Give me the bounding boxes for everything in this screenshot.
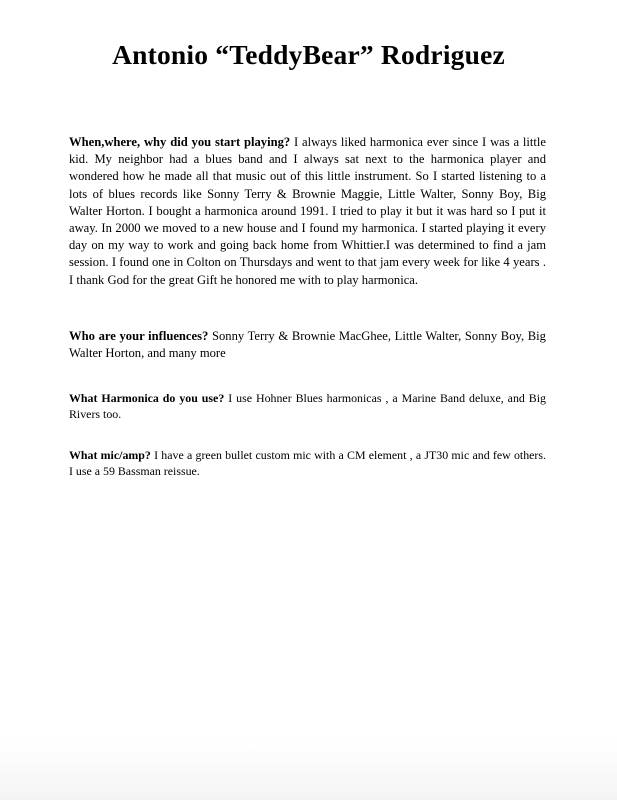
question-start-playing: When,where, why did you start playing? [69, 135, 291, 149]
answer-start-playing: I always liked harmonica ever since I was a little kid. My neighbor had a blues band and I always sat next to the harmonica player and wondered how he made all that music out of this little instrument. So I started listening to a lots of blues records like Sonny Terry & Brownie Maggie, Little Walter, Sonny Boy, Big Walter Horton. I bought a harmonica around 1991. I tried to play it but it was hard so I put it away. In 2000 we moved to a new house and I found my harmonica. I started playing it every day on my way to work and going back home from Whittier.I was determined to find a jam session. I found one in Colton on Thursdays and went to that jam every week for like 4 years . I thank God for the great Gift he honored me with to play harmonica. [69, 135, 546, 287]
section-influences [69, 328, 546, 362]
answer-influences: Sonny Terry & Brownie MacGhee, Little Walter, Sonny Boy, Big Walter Horton, and many more [69, 329, 546, 361]
question-mic-amp: What mic/amp? [69, 448, 151, 462]
section-harmonica [69, 390, 546, 423]
answer-harmonica: I use Hohner Blues harmonicas , a Marine Band deluxe, and Big Rivers too. [69, 391, 546, 422]
page-title: Antonio “TeddyBear” Rodriguez [112, 39, 505, 70]
answer-mic-amp: I have a green bullet custom mic with a CM element , a JT30 mic and few others. I use a 59 Bassman reissue. [69, 448, 546, 479]
question-harmonica: What Harmonica do you use? [69, 391, 225, 405]
question-influences: Who are your influences? [69, 329, 209, 343]
section-start-playing [69, 134, 546, 289]
section-mic-amp [69, 447, 546, 480]
